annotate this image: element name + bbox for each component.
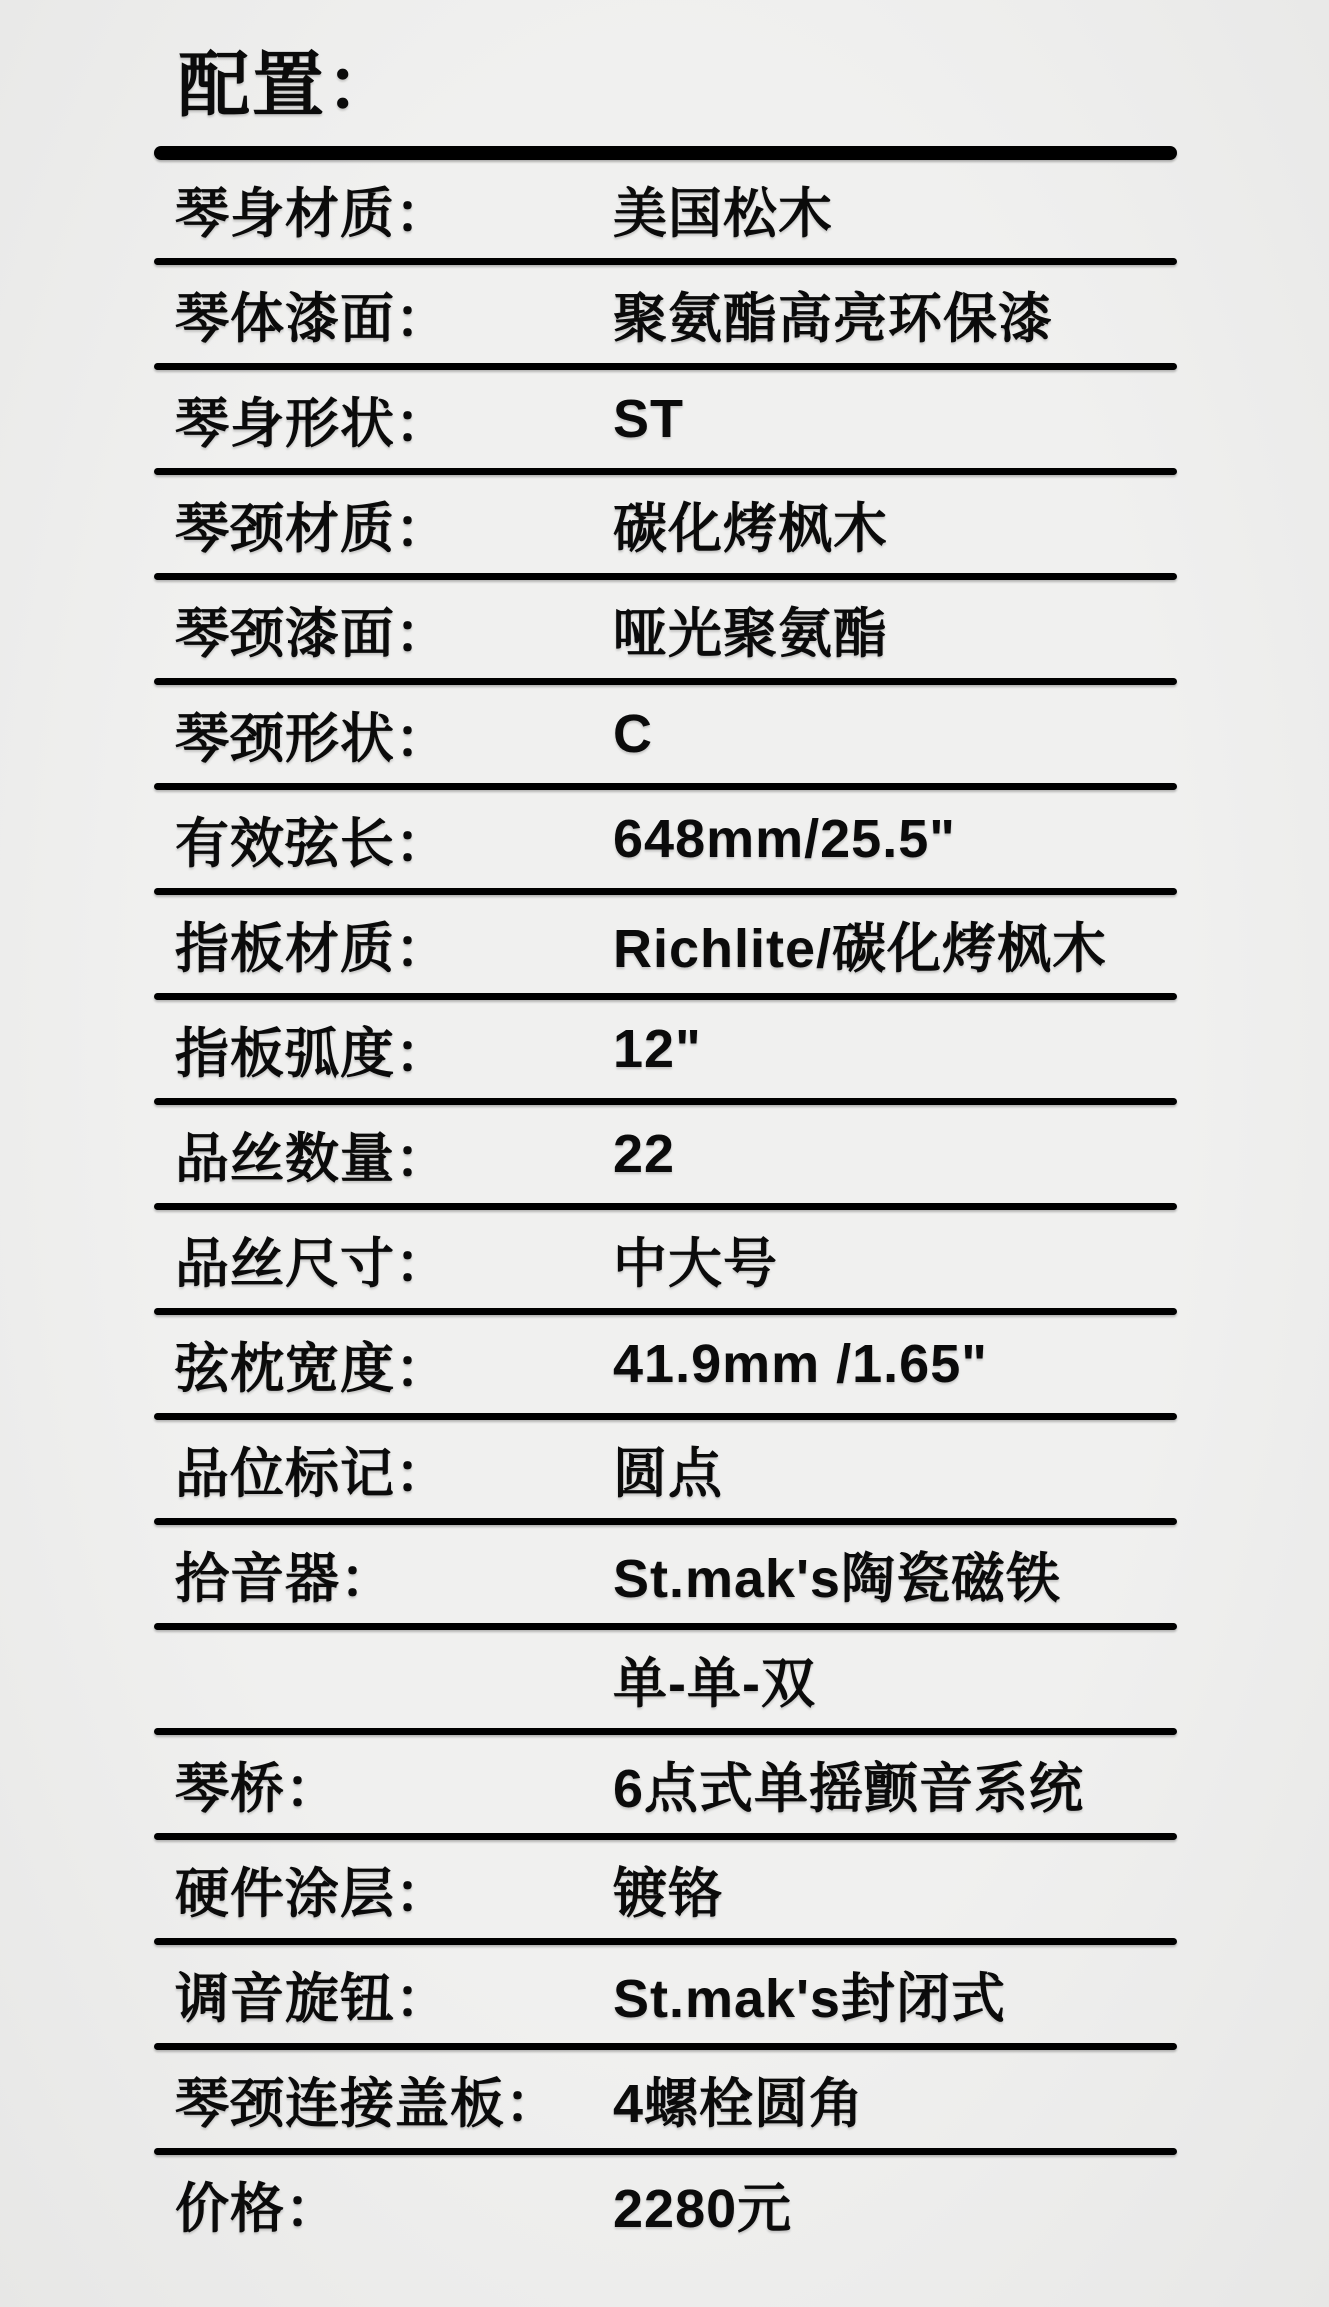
spec-table [154,160,1177,2253]
spec-label: 拾音器： [175,1548,395,1609]
spec-row [154,475,1177,573]
spec-value: 6点式单摇颤音系统 [613,1758,1085,1819]
spec-row [154,370,1177,468]
row-divider [154,1623,1177,1630]
spec-value: 哑光聚氨酯 [613,603,888,664]
row-divider [154,2148,1177,2155]
row-divider [154,1518,1177,1525]
spec-row [154,265,1177,363]
spec-label: 品丝数量： [175,1128,450,1189]
row-divider [154,1938,1177,1945]
row-divider [154,888,1177,895]
spec-label: 琴身材质： [175,183,450,244]
spec-row [154,1105,1177,1203]
row-divider [154,783,1177,790]
spec-value: 单-单-双 [613,1653,816,1714]
spec-value: St.mak's封闭式 [613,1968,1006,2029]
row-divider [154,993,1177,1000]
spec-value: 圆点 [613,1443,723,1504]
row-divider [154,468,1177,475]
spec-value: ST [613,389,685,449]
spec-label: 硬件涂层： [175,1863,450,1924]
spec-value: 12" [613,1019,702,1079]
spec-label: 琴颈材质： [175,498,450,559]
spec-value: 聚氨酯高亮环保漆 [613,288,1053,349]
spec-row [154,2155,1177,2253]
spec-label: 弦枕宽度： [175,1338,450,1399]
spec-label: 价格： [175,2178,340,2239]
spec-row [154,160,1177,258]
spec-value: 22 [613,1124,676,1184]
spec-row [154,1000,1177,1098]
spec-row [154,1945,1177,2043]
spec-label: 品丝尺寸： [175,1233,450,1294]
spec-row [154,1840,1177,1938]
spec-label: 调音旋钮： [175,1968,450,2029]
spec-value: 4螺栓圆角 [613,2073,865,2134]
spec-row [154,1735,1177,1833]
spec-label: 指板弧度： [175,1023,450,1084]
spec-value: 41.9mm /1.65" [613,1334,988,1394]
row-divider [154,1413,1177,1420]
title-divider [154,146,1177,160]
spec-label: 琴颈形状： [175,708,450,769]
spec-value: 2280元 [613,2178,793,2239]
spec-row [154,1525,1177,1623]
row-divider [154,1728,1177,1735]
spec-label: 琴桥： [175,1758,340,1819]
spec-label: 琴身形状： [175,393,450,454]
spec-row [154,1315,1177,1413]
row-divider [154,1308,1177,1315]
spec-sheet [154,0,1177,2253]
spec-row [154,580,1177,678]
spec-row [154,1210,1177,1308]
row-divider [154,1098,1177,1105]
spec-row [154,895,1177,993]
spec-row [154,2050,1177,2148]
spec-label: 有效弦长： [175,813,450,874]
row-divider [154,1833,1177,1840]
row-divider [154,258,1177,265]
spec-label: 琴颈漆面： [175,603,450,664]
spec-value: 美国松木 [613,183,833,244]
spec-row [154,1630,1177,1728]
spec-row [154,790,1177,888]
spec-value: St.mak's陶瓷磁铁 [613,1548,1061,1609]
spec-value: 镀铬 [613,1863,723,1924]
row-divider [154,1203,1177,1210]
spec-value: 中大号 [613,1233,778,1294]
spec-value: Richlite/碳化烤枫木 [613,918,1108,979]
spec-label: 品位标记： [175,1443,450,1504]
spec-value: 648mm/25.5" [613,809,956,869]
spec-row [154,685,1177,783]
row-divider [154,2043,1177,2050]
page-title: 配置： [178,46,401,126]
row-divider [154,678,1177,685]
spec-label: 琴颈连接盖板： [175,2073,560,2134]
spec-row [154,1420,1177,1518]
row-divider [154,573,1177,580]
spec-label: 指板材质： [175,918,450,979]
row-divider [154,363,1177,370]
spec-label: 琴体漆面： [175,288,450,349]
spec-value: C [613,704,653,764]
spec-value: 碳化烤枫木 [613,498,888,559]
